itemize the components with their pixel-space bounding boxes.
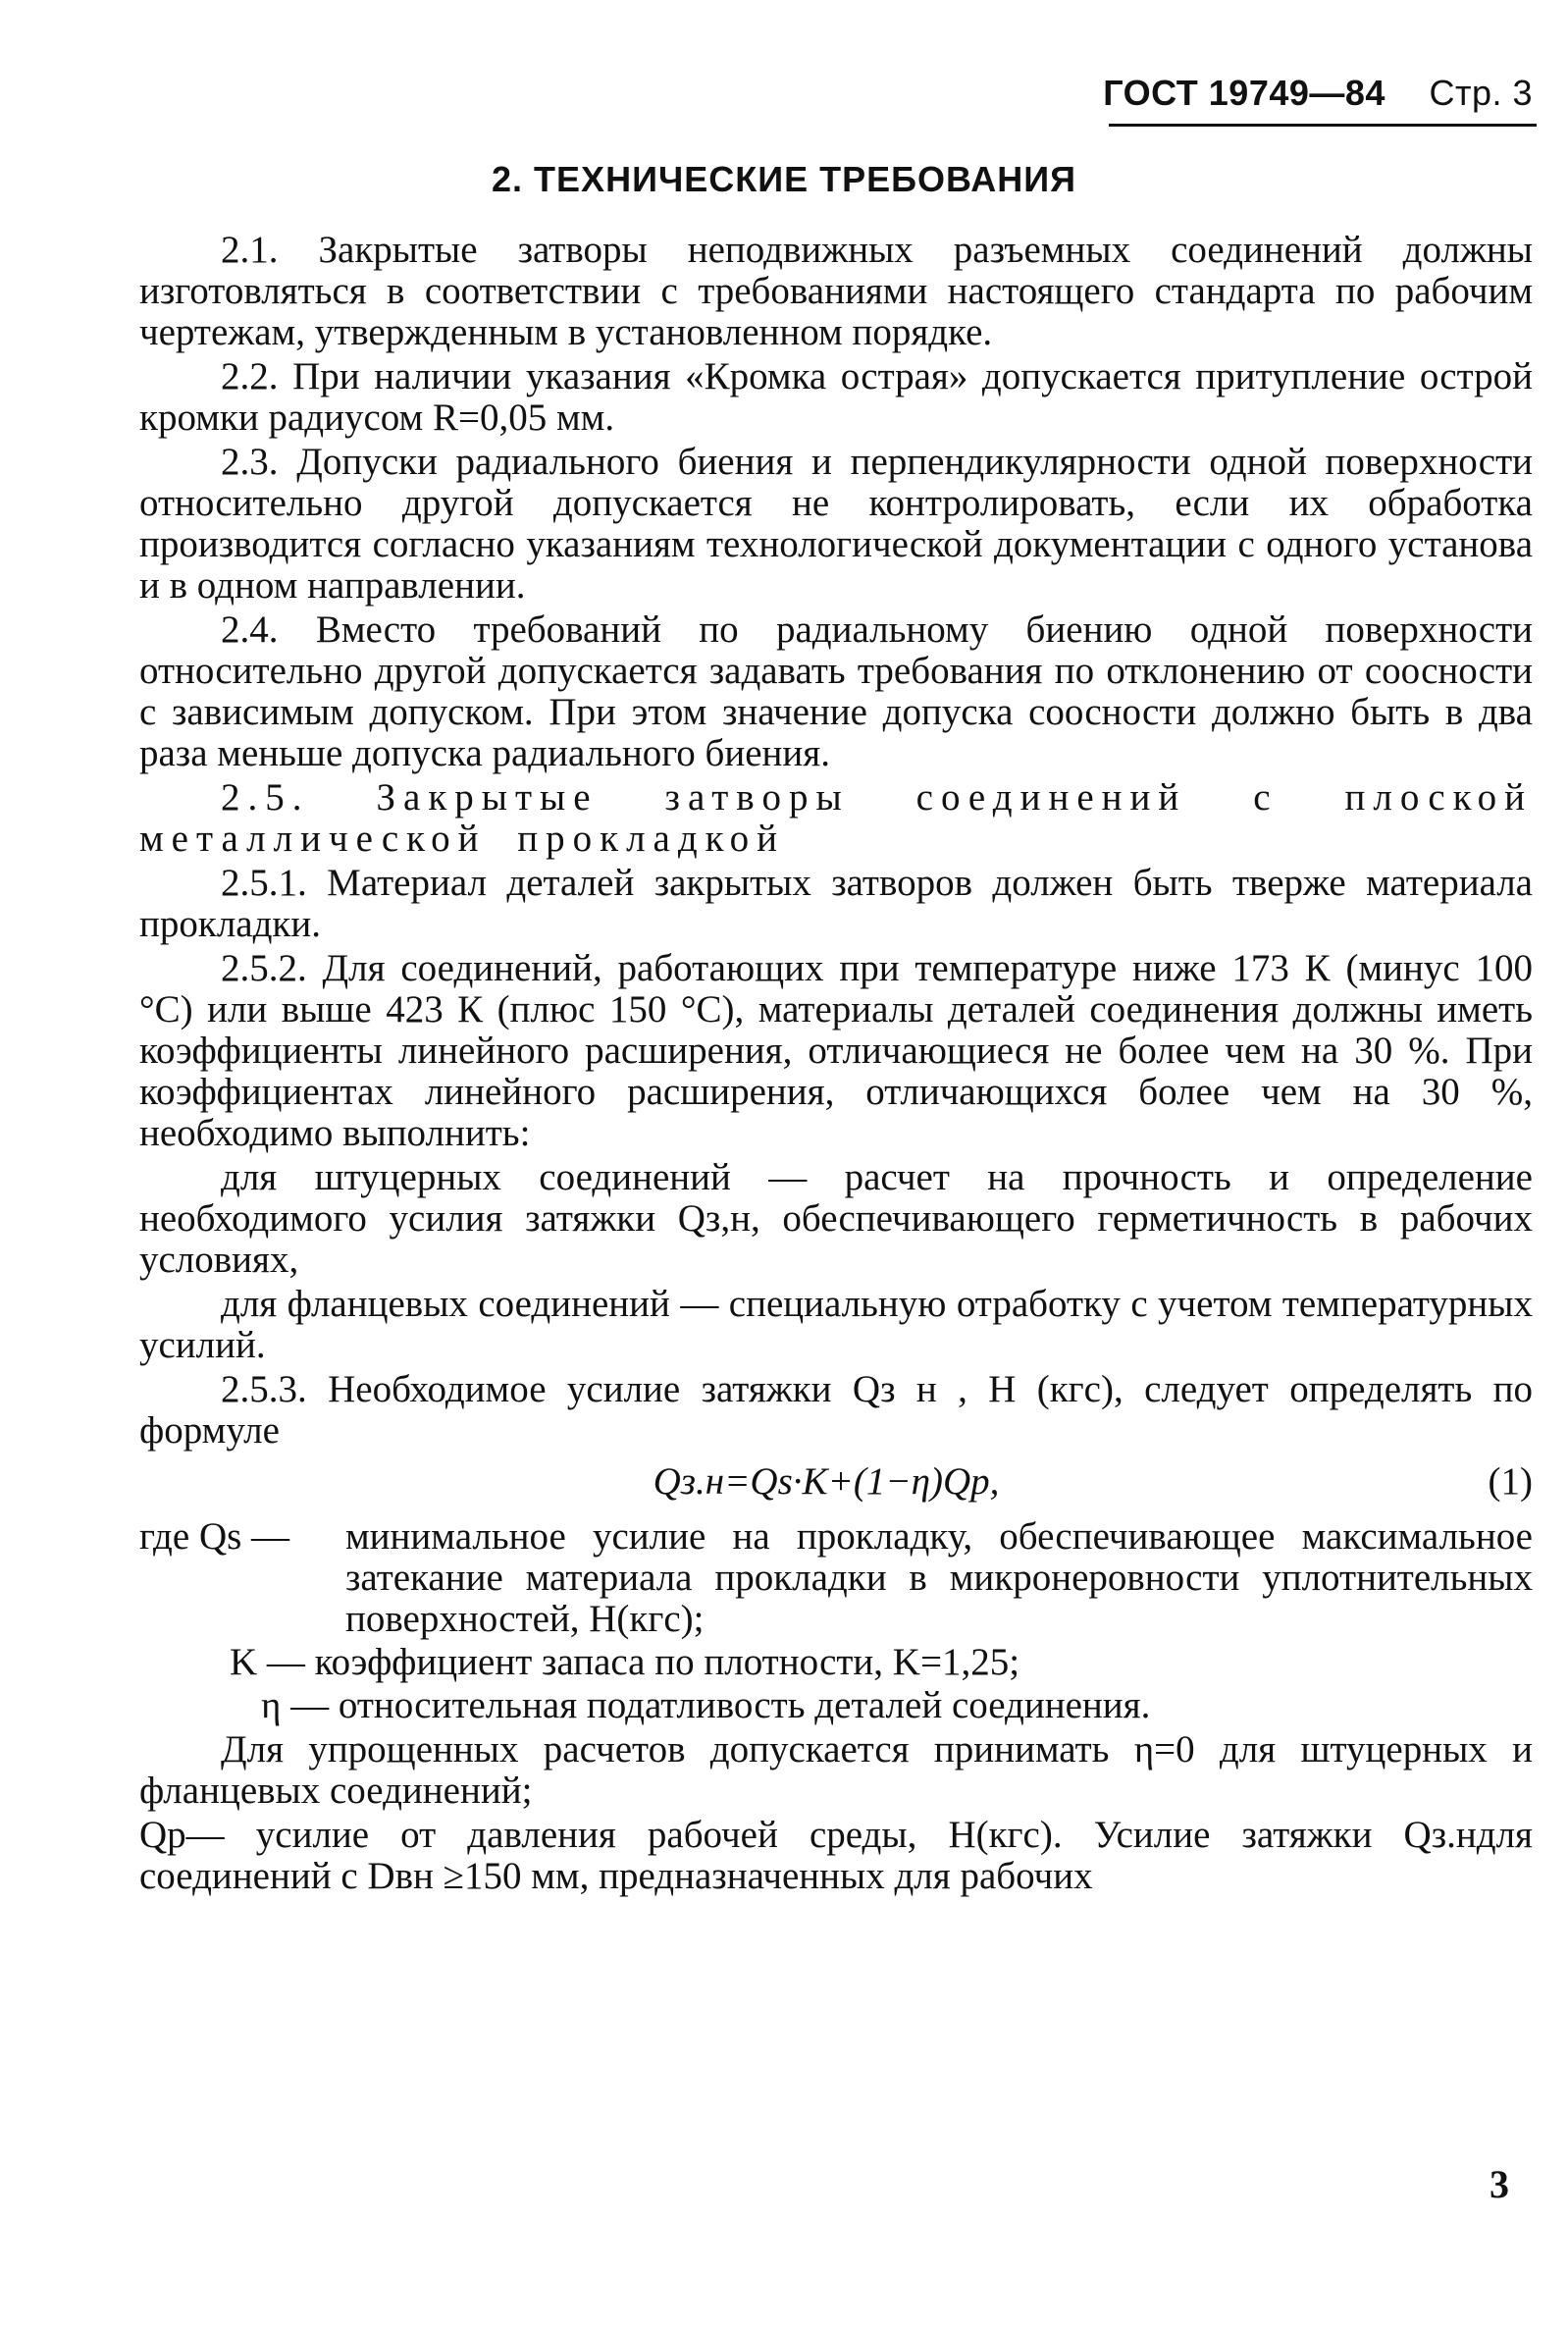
formula-number: (1) (1488, 1460, 1533, 1503)
paragraph-simplified: Для упрощенных расчетов допускается принимать η=0 для штуцерных и фланцевых соединений; (139, 1728, 1533, 1812)
formula-1 (139, 1461, 1533, 1503)
paragraph-2-5-3: 2.5.3. Необходимое усилие затяжки Qз н , Н (кгс), следует определять по формуле (139, 1368, 1533, 1452)
paragraph-2-4: 2.4. Вместо требований по радиальному биению одной поверхности относительно другой допускается задавать требования по отклонению от соосности с зависимым допуском. При этом значение допуска соосности должно быть в два раза меньше допуска радиального биения. (139, 608, 1533, 774)
page-header (1103, 73, 1533, 114)
where-block (139, 1516, 1533, 1726)
paragraph-2-2: 2.2. При наличии указания «Кромка острая» допускается притупление острой кромки радиусом R=0,05 мм. (139, 355, 1533, 439)
paragraph-2-1: 2.1. Закрытые затворы неподвижных разъемных соединений должны изготовляться в соответствии с требованиями настоящего стандарта по рабочим чертежам, утвержденным в установленном порядке. (139, 229, 1533, 353)
body-text (139, 230, 1533, 1900)
paragraph-2-5-1: 2.5.1. Материал деталей закрытых затворов должен быть тверже материала прокладки. (139, 862, 1533, 945)
header-rule (1109, 124, 1537, 127)
formula-expression: Qз.н=Qs·K+(1−η)Qp, (653, 1460, 1000, 1503)
paragraph-shtutser: для штуцерных соединений — расчет на прочность и определение необходимого усилия затяжки Qз,н, обеспечивающего герметичность в рабочих условиях, (139, 1156, 1533, 1281)
where-lead: где (139, 1515, 190, 1558)
page-number: 3 (1490, 2162, 1509, 2206)
page-label: Стр. 3 (1429, 73, 1533, 113)
paragraph-flanets: для фланцевых соединений — специальную отработку с учетом температурных усилий. (139, 1283, 1533, 1366)
paragraph-2-5-2: 2.5.2. Для соединений, работающих при температуре ниже 173 К (минус 100 °С) или выше 423 К (плюс 150 °С), материалы деталей соединения должны иметь коэффициенты линейного расширения, отличающиеся не более чем на 30 %. При коэффициентах линейного расширения, отличающихся более чем на 30 %, необходимо выполнить: (139, 947, 1533, 1154)
paragraph-2-3: 2.3. Допуски радиального биения и перпендикулярности одной поверхности относительно другой допускается не контролировать, если их обработка производится согласно указаниям технологической документации с одного установа и в одном направлении. (139, 441, 1533, 607)
where-eta-definition: η — относительная податливость деталей соединения. (261, 1684, 1151, 1726)
where-qs-definition: минимальное усилие на прокладку, обеспечивающее максимальное затекание материала прокладки в микронеровности уплотнительных поверхностей, Н(кгс); (345, 1515, 1533, 1640)
standard-number: ГОСТ 19749—84 (1103, 73, 1385, 113)
paragraph-qp: Qp— усилие от давления рабочей среды, Н(кгс). Усилие затяжки Qз.ндля соединений с Dвн ≥150 мм, предназначенных для рабочих (139, 1814, 1533, 1897)
where-qs-term: Qs — (198, 1515, 290, 1558)
subsection-heading-2-5: 2.5. Закрытые затворы соединений с плоской металлической прокладкой (139, 776, 1533, 860)
where-k-definition: K — коэффициент запаса по плотности, K=1,25; (230, 1641, 1020, 1683)
section-title: 2. ТЕХНИЧЕСКИЕ ТРЕБОВАНИЯ (492, 159, 1076, 199)
where-qs-row (139, 1516, 1533, 1640)
